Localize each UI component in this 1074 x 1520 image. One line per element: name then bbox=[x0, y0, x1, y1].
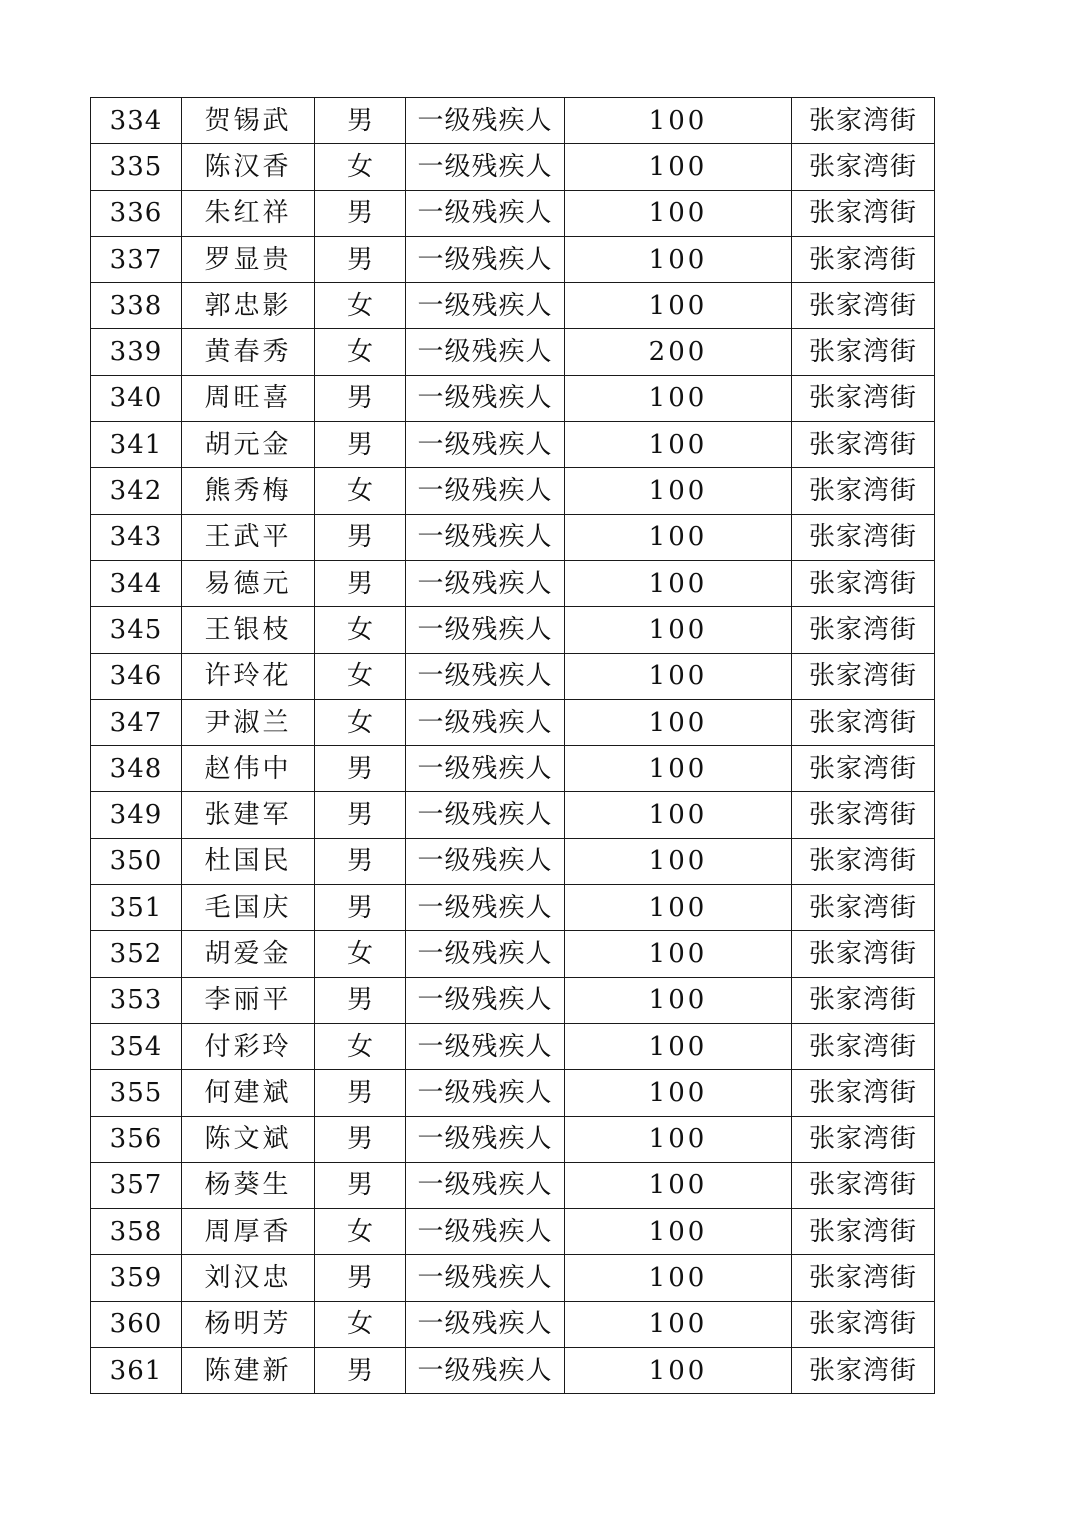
name-cell: 罗显贵 bbox=[182, 236, 315, 282]
gender-cell: 男 bbox=[315, 885, 406, 931]
name-cell: 何建斌 bbox=[182, 1070, 315, 1116]
table-row bbox=[91, 283, 935, 329]
gender-cell: 女 bbox=[315, 1301, 406, 1347]
row-number-cell: 337 bbox=[91, 236, 182, 282]
table-row bbox=[91, 236, 935, 282]
name-cell: 付彩玲 bbox=[182, 1023, 315, 1069]
gender-cell: 女 bbox=[315, 607, 406, 653]
disability-level-cell: 一级残疾人 bbox=[406, 746, 565, 792]
table-row bbox=[91, 1162, 935, 1208]
table-row bbox=[91, 931, 935, 977]
amount-cell: 100 bbox=[565, 560, 792, 606]
table-row bbox=[91, 468, 935, 514]
row-number-cell: 352 bbox=[91, 931, 182, 977]
name-cell: 胡爱金 bbox=[182, 931, 315, 977]
disability-level-cell: 一级残疾人 bbox=[406, 699, 565, 745]
disability-level-cell: 一级残疾人 bbox=[406, 607, 565, 653]
name-cell: 陈汉香 bbox=[182, 144, 315, 190]
table-row bbox=[91, 1023, 935, 1069]
amount-cell: 200 bbox=[565, 329, 792, 375]
street-cell: 张家湾街 bbox=[792, 144, 935, 190]
amount-cell: 100 bbox=[565, 514, 792, 560]
gender-cell: 男 bbox=[315, 977, 406, 1023]
name-cell: 周旺喜 bbox=[182, 375, 315, 421]
amount-cell: 100 bbox=[565, 977, 792, 1023]
disability-level-cell: 一级残疾人 bbox=[406, 838, 565, 884]
street-cell: 张家湾街 bbox=[792, 236, 935, 282]
table-row bbox=[91, 560, 935, 606]
name-cell: 王银枝 bbox=[182, 607, 315, 653]
street-cell: 张家湾街 bbox=[792, 422, 935, 468]
gender-cell: 男 bbox=[315, 1116, 406, 1162]
table-row bbox=[91, 838, 935, 884]
name-cell: 杨葵生 bbox=[182, 1162, 315, 1208]
table-row bbox=[91, 699, 935, 745]
table-row bbox=[91, 1209, 935, 1255]
row-number-cell: 334 bbox=[91, 98, 182, 144]
table-row bbox=[91, 422, 935, 468]
row-number-cell: 346 bbox=[91, 653, 182, 699]
gender-cell: 男 bbox=[315, 422, 406, 468]
street-cell: 张家湾街 bbox=[792, 1023, 935, 1069]
gender-cell: 男 bbox=[315, 1162, 406, 1208]
name-cell: 陈文斌 bbox=[182, 1116, 315, 1162]
table-row bbox=[91, 1255, 935, 1301]
amount-cell: 100 bbox=[565, 1162, 792, 1208]
row-number-cell: 344 bbox=[91, 560, 182, 606]
amount-cell: 100 bbox=[565, 1023, 792, 1069]
name-cell: 胡元金 bbox=[182, 422, 315, 468]
name-cell: 贺锡武 bbox=[182, 98, 315, 144]
amount-cell: 100 bbox=[565, 190, 792, 236]
name-cell: 朱红祥 bbox=[182, 190, 315, 236]
name-cell: 尹淑兰 bbox=[182, 699, 315, 745]
row-number-cell: 347 bbox=[91, 699, 182, 745]
street-cell: 张家湾街 bbox=[792, 1209, 935, 1255]
name-cell: 郭忠影 bbox=[182, 283, 315, 329]
amount-cell: 100 bbox=[565, 792, 792, 838]
table-row bbox=[91, 792, 935, 838]
table-row bbox=[91, 977, 935, 1023]
table-row bbox=[91, 144, 935, 190]
name-cell: 杨明芳 bbox=[182, 1301, 315, 1347]
amount-cell: 100 bbox=[565, 1070, 792, 1116]
gender-cell: 女 bbox=[315, 699, 406, 745]
row-number-cell: 359 bbox=[91, 1255, 182, 1301]
gender-cell: 男 bbox=[315, 1070, 406, 1116]
gender-cell: 男 bbox=[315, 98, 406, 144]
table-row bbox=[91, 607, 935, 653]
name-cell: 李丽平 bbox=[182, 977, 315, 1023]
street-cell: 张家湾街 bbox=[792, 329, 935, 375]
amount-cell: 100 bbox=[565, 885, 792, 931]
row-number-cell: 336 bbox=[91, 190, 182, 236]
table-body bbox=[91, 98, 935, 1394]
amount-cell: 100 bbox=[565, 931, 792, 977]
disability-level-cell: 一级残疾人 bbox=[406, 1209, 565, 1255]
amount-cell: 100 bbox=[565, 1255, 792, 1301]
table-row bbox=[91, 98, 935, 144]
gender-cell: 男 bbox=[315, 746, 406, 792]
amount-cell: 100 bbox=[565, 1209, 792, 1255]
disability-level-cell: 一级残疾人 bbox=[406, 653, 565, 699]
amount-cell: 100 bbox=[565, 1116, 792, 1162]
gender-cell: 男 bbox=[315, 792, 406, 838]
street-cell: 张家湾街 bbox=[792, 1301, 935, 1347]
disability-level-cell: 一级残疾人 bbox=[406, 236, 565, 282]
amount-cell: 100 bbox=[565, 468, 792, 514]
amount-cell: 100 bbox=[565, 422, 792, 468]
street-cell: 张家湾街 bbox=[792, 838, 935, 884]
disability-level-cell: 一级残疾人 bbox=[406, 1348, 565, 1394]
table-row bbox=[91, 1070, 935, 1116]
row-number-cell: 345 bbox=[91, 607, 182, 653]
gender-cell: 男 bbox=[315, 560, 406, 606]
row-number-cell: 342 bbox=[91, 468, 182, 514]
row-number-cell: 341 bbox=[91, 422, 182, 468]
disability-level-cell: 一级残疾人 bbox=[406, 144, 565, 190]
street-cell: 张家湾街 bbox=[792, 699, 935, 745]
table-row bbox=[91, 653, 935, 699]
table-row bbox=[91, 885, 935, 931]
street-cell: 张家湾街 bbox=[792, 653, 935, 699]
name-cell: 赵伟中 bbox=[182, 746, 315, 792]
gender-cell: 男 bbox=[315, 838, 406, 884]
gender-cell: 男 bbox=[315, 1348, 406, 1394]
gender-cell: 男 bbox=[315, 375, 406, 421]
disability-level-cell: 一级残疾人 bbox=[406, 375, 565, 421]
row-number-cell: 335 bbox=[91, 144, 182, 190]
disability-level-cell: 一级残疾人 bbox=[406, 1116, 565, 1162]
name-cell: 张建军 bbox=[182, 792, 315, 838]
street-cell: 张家湾街 bbox=[792, 190, 935, 236]
amount-cell: 100 bbox=[565, 375, 792, 421]
disability-level-cell: 一级残疾人 bbox=[406, 1255, 565, 1301]
gender-cell: 女 bbox=[315, 329, 406, 375]
gender-cell: 女 bbox=[315, 468, 406, 514]
street-cell: 张家湾街 bbox=[792, 98, 935, 144]
amount-cell: 100 bbox=[565, 699, 792, 745]
disability-level-cell: 一级残疾人 bbox=[406, 468, 565, 514]
disability-level-cell: 一级残疾人 bbox=[406, 1023, 565, 1069]
row-number-cell: 351 bbox=[91, 885, 182, 931]
disability-level-cell: 一级残疾人 bbox=[406, 931, 565, 977]
amount-cell: 100 bbox=[565, 746, 792, 792]
street-cell: 张家湾街 bbox=[792, 1255, 935, 1301]
amount-cell: 100 bbox=[565, 144, 792, 190]
disability-level-cell: 一级残疾人 bbox=[406, 329, 565, 375]
street-cell: 张家湾街 bbox=[792, 1348, 935, 1394]
row-number-cell: 354 bbox=[91, 1023, 182, 1069]
disability-level-cell: 一级残疾人 bbox=[406, 792, 565, 838]
row-number-cell: 360 bbox=[91, 1301, 182, 1347]
name-cell: 王武平 bbox=[182, 514, 315, 560]
row-number-cell: 340 bbox=[91, 375, 182, 421]
street-cell: 张家湾街 bbox=[792, 792, 935, 838]
disability-level-cell: 一级残疾人 bbox=[406, 422, 565, 468]
row-number-cell: 353 bbox=[91, 977, 182, 1023]
street-cell: 张家湾街 bbox=[792, 1070, 935, 1116]
gender-cell: 女 bbox=[315, 1023, 406, 1069]
amount-cell: 100 bbox=[565, 283, 792, 329]
amount-cell: 100 bbox=[565, 98, 792, 144]
amount-cell: 100 bbox=[565, 1348, 792, 1394]
street-cell: 张家湾街 bbox=[792, 607, 935, 653]
disability-level-cell: 一级残疾人 bbox=[406, 560, 565, 606]
row-number-cell: 350 bbox=[91, 838, 182, 884]
table-row bbox=[91, 1348, 935, 1394]
name-cell: 易德元 bbox=[182, 560, 315, 606]
name-cell: 许玲花 bbox=[182, 653, 315, 699]
disability-level-cell: 一级残疾人 bbox=[406, 98, 565, 144]
disability-level-cell: 一级残疾人 bbox=[406, 1162, 565, 1208]
street-cell: 张家湾街 bbox=[792, 977, 935, 1023]
row-number-cell: 358 bbox=[91, 1209, 182, 1255]
row-number-cell: 349 bbox=[91, 792, 182, 838]
disability-level-cell: 一级残疾人 bbox=[406, 514, 565, 560]
table-row bbox=[91, 190, 935, 236]
street-cell: 张家湾街 bbox=[792, 1116, 935, 1162]
amount-cell: 100 bbox=[565, 653, 792, 699]
name-cell: 黄春秀 bbox=[182, 329, 315, 375]
row-number-cell: 343 bbox=[91, 514, 182, 560]
table-row bbox=[91, 514, 935, 560]
gender-cell: 男 bbox=[315, 1255, 406, 1301]
row-number-cell: 356 bbox=[91, 1116, 182, 1162]
gender-cell: 女 bbox=[315, 931, 406, 977]
table-row bbox=[91, 1116, 935, 1162]
disability-level-cell: 一级残疾人 bbox=[406, 283, 565, 329]
table-row bbox=[91, 375, 935, 421]
name-cell: 杜国民 bbox=[182, 838, 315, 884]
amount-cell: 100 bbox=[565, 1301, 792, 1347]
name-cell: 熊秀梅 bbox=[182, 468, 315, 514]
row-number-cell: 357 bbox=[91, 1162, 182, 1208]
street-cell: 张家湾街 bbox=[792, 746, 935, 792]
street-cell: 张家湾街 bbox=[792, 560, 935, 606]
gender-cell: 女 bbox=[315, 283, 406, 329]
amount-cell: 100 bbox=[565, 838, 792, 884]
row-number-cell: 338 bbox=[91, 283, 182, 329]
street-cell: 张家湾街 bbox=[792, 514, 935, 560]
name-cell: 毛国庆 bbox=[182, 885, 315, 931]
disability-level-cell: 一级残疾人 bbox=[406, 1070, 565, 1116]
amount-cell: 100 bbox=[565, 607, 792, 653]
gender-cell: 女 bbox=[315, 1209, 406, 1255]
gender-cell: 男 bbox=[315, 190, 406, 236]
gender-cell: 女 bbox=[315, 144, 406, 190]
gender-cell: 男 bbox=[315, 236, 406, 282]
disability-level-cell: 一级残疾人 bbox=[406, 1301, 565, 1347]
disability-level-cell: 一级残疾人 bbox=[406, 190, 565, 236]
table-row bbox=[91, 329, 935, 375]
amount-cell: 100 bbox=[565, 236, 792, 282]
table-row bbox=[91, 746, 935, 792]
street-cell: 张家湾街 bbox=[792, 375, 935, 421]
street-cell: 张家湾街 bbox=[792, 885, 935, 931]
name-cell: 刘汉忠 bbox=[182, 1255, 315, 1301]
name-cell: 周厚香 bbox=[182, 1209, 315, 1255]
row-number-cell: 361 bbox=[91, 1348, 182, 1394]
disability-level-cell: 一级残疾人 bbox=[406, 977, 565, 1023]
gender-cell: 女 bbox=[315, 653, 406, 699]
table-row bbox=[91, 1301, 935, 1347]
street-cell: 张家湾街 bbox=[792, 468, 935, 514]
street-cell: 张家湾街 bbox=[792, 931, 935, 977]
row-number-cell: 339 bbox=[91, 329, 182, 375]
name-cell: 陈建新 bbox=[182, 1348, 315, 1394]
disability-level-cell: 一级残疾人 bbox=[406, 885, 565, 931]
row-number-cell: 348 bbox=[91, 746, 182, 792]
street-cell: 张家湾街 bbox=[792, 1162, 935, 1208]
street-cell: 张家湾街 bbox=[792, 283, 935, 329]
beneficiary-table bbox=[90, 97, 935, 1394]
gender-cell: 男 bbox=[315, 514, 406, 560]
row-number-cell: 355 bbox=[91, 1070, 182, 1116]
